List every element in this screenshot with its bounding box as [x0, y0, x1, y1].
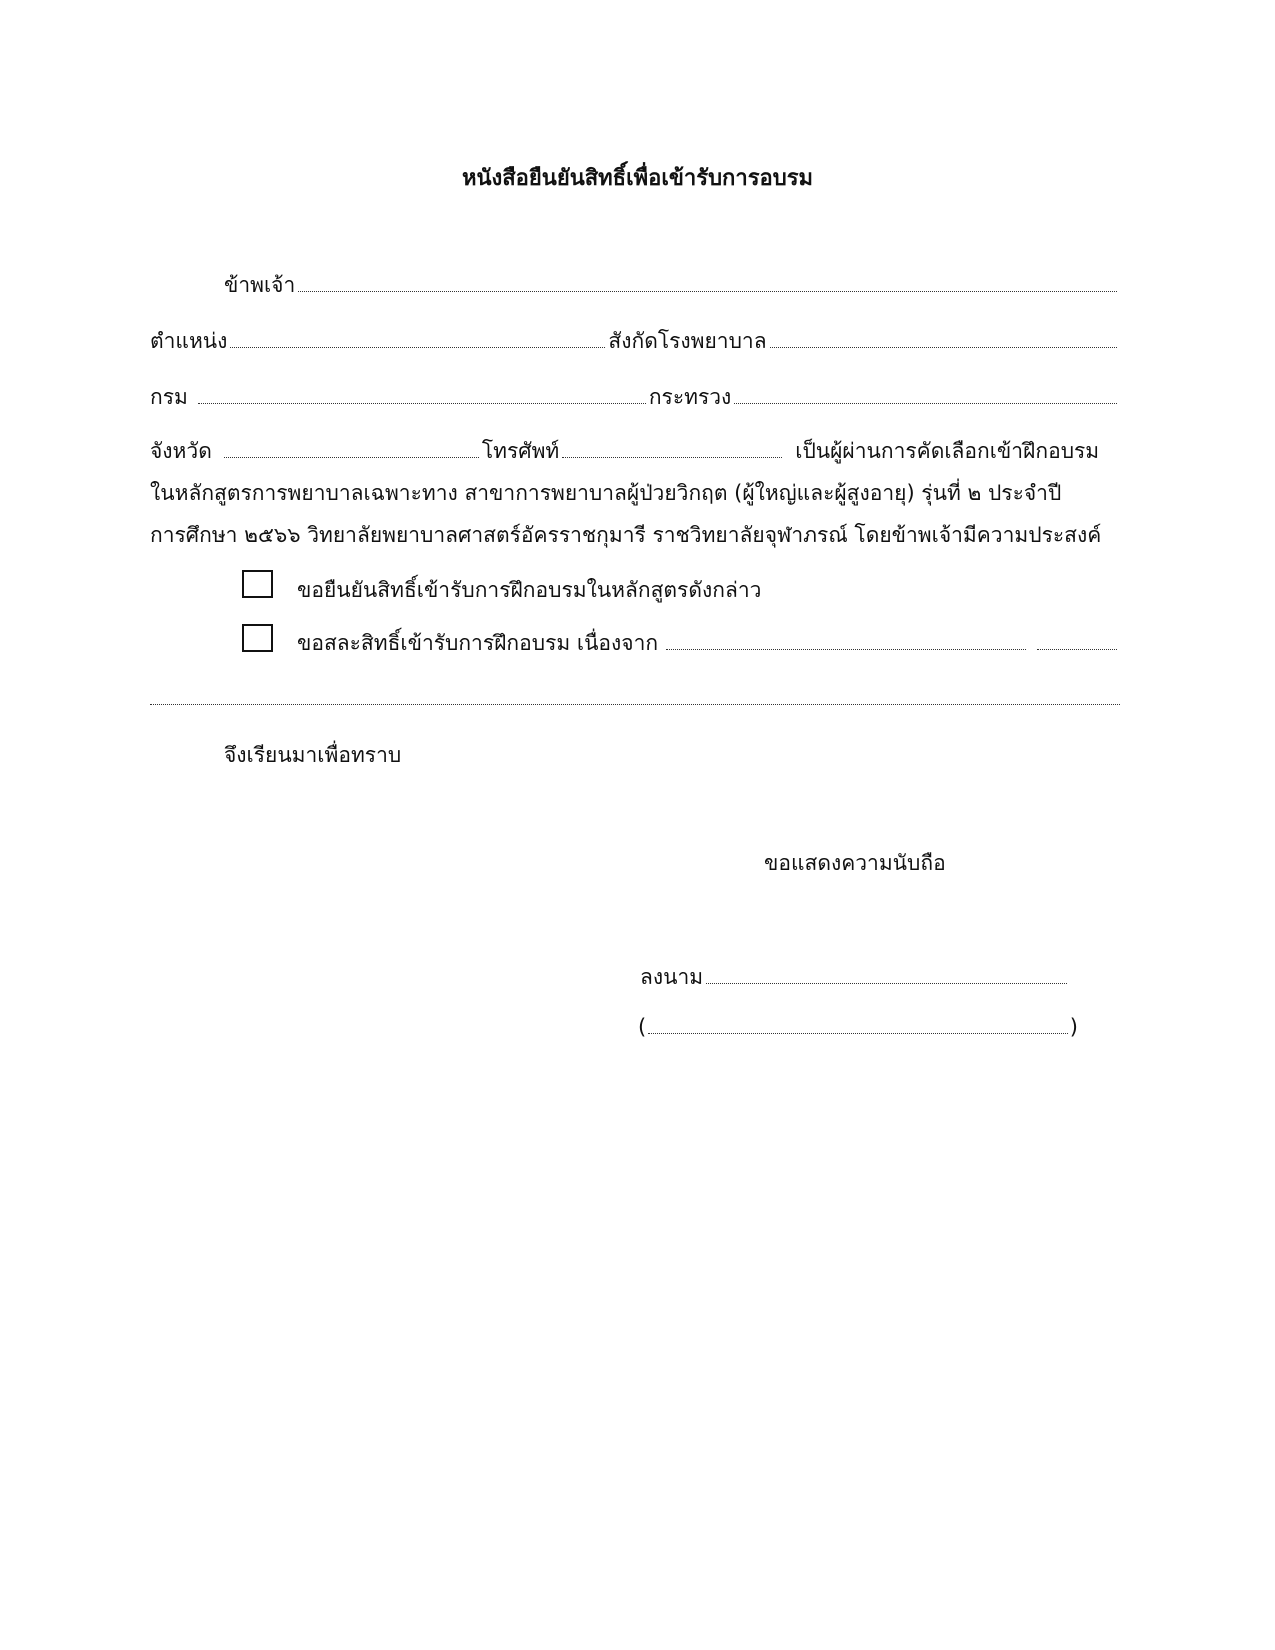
- document-title: หนังสือยืนยันสิทธิ์เพื่อเข้ารับการอบรม: [461, 166, 814, 191]
- closing-regards: ขอแสดงความนับถือ: [764, 851, 946, 875]
- phone-label: โทรศัพท์: [481, 439, 560, 463]
- waive-reason-field[interactable]: [666, 629, 1026, 650]
- province-line: [150, 436, 1120, 466]
- confirm-checkbox[interactable]: [242, 570, 273, 598]
- ministry-field[interactable]: [734, 383, 1117, 404]
- body-line-3: การศึกษา ๒๕๖๖ วิทยาลัยพยาบาลศาสตร์อัครราชกุมารี ราชวิทยาลัยจุฬาภรณ์ โดยข้าพเจ้ามีความประสงค์: [150, 523, 1102, 547]
- department-label: กรม: [150, 385, 188, 409]
- confirm-option-label: ขอยืนยันสิทธิ์เข้ารับการฝึกอบรมในหลักสูตรดังกล่าว: [297, 578, 762, 602]
- name-label: ข้าพเจ้า: [224, 273, 296, 297]
- position-line: [150, 326, 1120, 356]
- waive-checkbox[interactable]: [242, 624, 273, 652]
- closing-inform: จึงเรียนมาเพื่อทราบ: [224, 743, 402, 767]
- selected-text: เป็นผู้ผ่านการคัดเลือกเข้าฝึกอบรม: [795, 439, 1100, 463]
- phone-field[interactable]: [562, 437, 782, 458]
- paren-open: (: [638, 1015, 647, 1039]
- hospital-field[interactable]: [770, 327, 1117, 348]
- waive-reason-field-tail[interactable]: [1037, 629, 1117, 650]
- department-line: [150, 382, 1120, 412]
- signature-label: ลงนาม: [640, 965, 704, 989]
- signature-field[interactable]: [706, 963, 1067, 984]
- name-line: [224, 270, 1120, 300]
- province-label: จังหวัด: [150, 439, 212, 463]
- waive-option-label: ขอสละสิทธิ์เข้ารับการฝึกอบรม เนื่องจาก: [297, 631, 659, 655]
- reason-continuation-line: [150, 684, 1120, 705]
- reason-continuation-field[interactable]: [150, 684, 1120, 705]
- waive-line: [297, 628, 1120, 658]
- province-field[interactable]: [224, 437, 479, 458]
- department-field[interactable]: [198, 383, 646, 404]
- body-line-2: ในหลักสูตรการพยาบาลเฉพาะทาง สาขาการพยาบาลผู้ป่วยวิกฤต (ผู้ใหญ่และผู้สูงอายุ) รุ่นที่ ๒ ประจำปี: [150, 481, 1062, 505]
- position-label: ตำแหน่ง: [150, 329, 228, 353]
- printed-name-line: [638, 1012, 1078, 1042]
- name-field[interactable]: [298, 271, 1117, 292]
- paren-close: ): [1069, 1015, 1078, 1039]
- ministry-label: กระทรวง: [648, 385, 732, 409]
- position-field[interactable]: [230, 327, 605, 348]
- hospital-label: สังกัดโรงพยาบาล: [608, 329, 767, 353]
- printed-name-field[interactable]: [648, 1013, 1068, 1034]
- signature-line: [640, 962, 1070, 992]
